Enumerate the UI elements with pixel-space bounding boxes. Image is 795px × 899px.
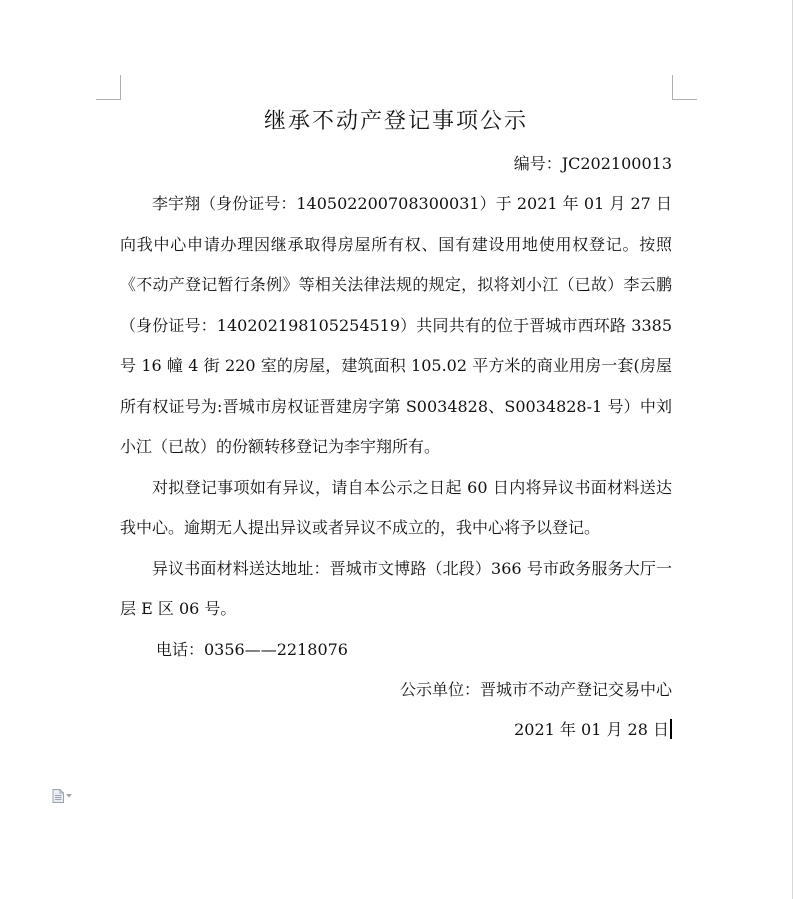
text-cursor — [670, 719, 672, 739]
paragraph-objection: 对拟登记事项如有异议，请自本公示之日起 60 日内将异议书面材料送达我中心。逾期无人提出异议或者异议不成立的，我中心将予以登记。 — [120, 477, 672, 537]
margin-corner-top-left — [96, 75, 121, 100]
paragraph-address: 异议书面材料送达地址：晋城市文博路（北段）366 号市政务服务大厅一层 E 区 06 号。 — [120, 558, 672, 618]
paste-options-document-icon[interactable] — [52, 788, 78, 804]
date-text: 2021 年 01 月 28 日 — [514, 719, 669, 739]
margin-corner-top-right — [672, 75, 697, 100]
phone-line: 电话：0356——2218076 — [156, 639, 348, 659]
document-title: 继承不动产登记事项公示 — [263, 109, 528, 134]
document-body[interactable] — [120, 100, 672, 750]
chevron-down-icon — [66, 794, 72, 798]
paragraph-main: 李宇翔（身份证号：140502200708300031）于 2021 年 01 月 27 日向我中心申请办理因继承取得房屋所有权、国有建设用地使用权登记。按照《不动产登记暂行条例》等相关法律法规的规定，拟将刘小江（已故）李云鹏（身份证号：140202198105254519）共同共有的位于晋城市西环路 3385 号 16 幢 4 街 220 室的房屋，建筑面积 105.02 平方米的商业用房一套(房屋所有权证号为:晋城市房权证晋建房字第 S0034828、S0034828-1 号）中刘小江（已故）的份额转移登记为李宇翔所有。 — [120, 194, 672, 456]
date-line[interactable] — [120, 710, 672, 750]
document-icon — [52, 789, 64, 803]
issuer-line: 公示单位：晋城市不动产登记交易中心 — [399, 679, 672, 699]
serial-number: 编号：JC202100013 — [513, 154, 672, 173]
page-edge — [792, 0, 793, 899]
